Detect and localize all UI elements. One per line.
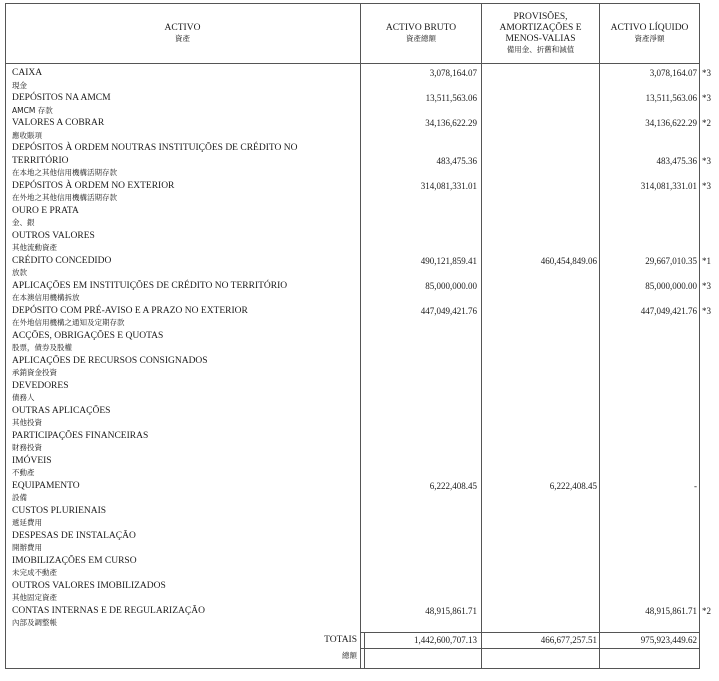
- row-label: [12, 255, 364, 280]
- header-activo: [5, 3, 360, 63]
- totals-label-zh: 總額: [342, 651, 357, 660]
- row-activo-liquido: 447,049,421.76: [640, 305, 697, 316]
- row-label: [12, 230, 364, 255]
- header-activo-pt: ACTIVO: [164, 22, 201, 33]
- row-activo-liquido: 34,136,622.29: [645, 118, 697, 128]
- row-label-pt: IMOBILIZAÇÕES EM CURSO: [12, 555, 137, 566]
- row-label-zh: 在外地之其他信用機構活期存款: [12, 193, 117, 202]
- row-footnote-ref: *2: [702, 118, 711, 128]
- row-activo-liquido: 3,078,164.07: [649, 68, 697, 78]
- row-label: [12, 505, 364, 530]
- row-label: [12, 180, 364, 205]
- row-label: [12, 530, 364, 555]
- col-divider-1b: [364, 632, 365, 668]
- header-prov-line2: AMORTIZAÇÕES E: [499, 22, 582, 33]
- row-footnote-ref: *3: [702, 280, 711, 291]
- row-label-zh: 在本澳信用機構拆放: [12, 293, 80, 302]
- row-label-pt: ACÇÕES, OBRIGAÇÕES E QUOTAS: [12, 330, 164, 341]
- totals-liquido: 975,923,449.62: [640, 635, 697, 645]
- balance-sheet-table: [5, 3, 711, 668]
- row-activo-bruto: 314,081,331.01: [420, 180, 477, 191]
- totals-bruto: 1,442,600,707.13: [414, 635, 477, 645]
- row-activo-liquido: 13,511,563.06: [645, 93, 697, 103]
- row-activo-liquido: 85,000,000.00: [645, 280, 697, 291]
- row-label-pt: DEPÓSITOS À ORDEM NO EXTERIOR: [12, 180, 175, 191]
- row-label: [12, 205, 364, 230]
- header-activo-bruto: [361, 3, 481, 63]
- row-footnote-ref: *1: [702, 255, 711, 266]
- row-label: [12, 580, 364, 605]
- row-label-zh: 內部及調整帳: [12, 618, 57, 627]
- row-label-pt: IMÓVEIS: [12, 455, 52, 466]
- row-label-zh: 股票，債券及股權: [12, 343, 72, 352]
- row-footnote-ref: *2: [702, 605, 711, 616]
- header-bruto-zh: 資產總額: [406, 33, 436, 43]
- row-label: [12, 330, 364, 355]
- row-label-pt: EQUIPAMENTO: [12, 480, 80, 491]
- row-label-pt: PARTICIPAÇÕES FINANCEIRAS: [12, 430, 149, 441]
- row-label-zh: AMCM 存款: [12, 105, 53, 115]
- header-prov-zh: 備用金、折舊和減值: [506, 44, 575, 54]
- row-label: [12, 142, 364, 180]
- row-footnote-ref: *3: [702, 305, 711, 316]
- row-label-zh: 在外地信用機構之通知及定期存款: [12, 318, 125, 327]
- header-bottom-border: [5, 63, 700, 64]
- totals-top-border: [360, 632, 700, 633]
- row-label-pt: APLICAÇÕES DE RECURSOS CONSIGNADOS: [12, 355, 208, 366]
- row-label-pt: OURO E PRATA: [12, 205, 79, 216]
- row-activo-bruto: 48,915,861.71: [425, 605, 477, 616]
- row-label-zh: 放款: [12, 268, 27, 277]
- row-label-pt: CONTAS INTERNAS E DE REGULARIZAÇÃO: [12, 605, 205, 616]
- row-label-pt: VALORES A COBRAR: [12, 118, 105, 128]
- row-activo-bruto: 447,049,421.76: [420, 305, 477, 316]
- row-label: [12, 355, 364, 380]
- row-label-zh: 財務投資: [12, 443, 42, 452]
- row-label: [12, 117, 364, 142]
- col-divider-2: [481, 3, 482, 668]
- row-label-pt: CRÉDITO CONCEDIDO: [12, 255, 112, 266]
- header-prov-line1: PROVISÕES,: [513, 11, 568, 22]
- row-label-zh: 遞延費用: [12, 518, 42, 527]
- row-footnote-ref: *3: [702, 155, 711, 166]
- row-label: [12, 605, 364, 630]
- row-activo-bruto: 34,136,622.29: [425, 118, 477, 128]
- row-label-pt: OUTROS VALORES IMOBILIZADOS: [12, 580, 166, 591]
- row-label: [12, 380, 364, 405]
- row-activo-bruto: 490,121,859.41: [420, 255, 477, 266]
- row-label: [12, 480, 364, 505]
- row-label-pt: APLICAÇÕES EM INSTITUIÇÕES DE CRÉDITO NO TERRITÓRIO: [12, 280, 288, 291]
- row-label: [12, 555, 364, 580]
- left-border: [5, 3, 6, 668]
- row-label: [12, 430, 364, 455]
- row-activo-liquido: 29,667,010.35: [645, 255, 697, 266]
- row-label-zh: 開辦費用: [12, 543, 42, 552]
- table-bottom-border: [5, 668, 700, 669]
- row-label-zh: 其他流動資產: [12, 243, 57, 252]
- row-label-pt: DEPÓSITOS NA AMCM: [12, 93, 111, 103]
- row-label-pt: DEPÓSITO COM PRÉ-AVISO E A PRAZO NO EXTERIOR: [12, 305, 248, 316]
- row-label-zh: 在本地之其他信用機構活期存款: [12, 168, 117, 177]
- row-label-zh: 設備: [12, 493, 27, 502]
- row-activo-liquido: 48,915,861.71: [645, 605, 697, 616]
- row-label-zh: 應收賬項: [12, 130, 42, 140]
- row-activo-liquido: 314,081,331.01: [640, 180, 697, 191]
- right-border: [699, 3, 700, 668]
- header-activo-zh: 資產: [175, 33, 190, 43]
- row-label-zh: 現金: [12, 80, 27, 90]
- totals-separator: [360, 648, 700, 649]
- row-label-pt: CAIXA: [12, 68, 43, 78]
- row-label-pt: DESPESAS DE INSTALAÇÃO: [12, 530, 136, 541]
- row-activo-bruto: 13,511,563.06: [425, 93, 477, 103]
- row-label-pt: DEPÓSITOS À ORDEM NOUTRAS INSTITUIÇÕES DE CRÉDITO NO: [12, 143, 298, 153]
- row-footnote-ref: *3: [702, 68, 711, 78]
- row-label-pt-cont: TERRITÓRIO: [12, 155, 69, 166]
- row-label-pt: DEVEDORES: [12, 380, 69, 391]
- row-label: [12, 405, 364, 430]
- row-footnote-ref: *3: [702, 93, 711, 103]
- totals-label: TOTAIS: [324, 635, 357, 645]
- row-label: [12, 92, 364, 117]
- header-bruto-pt: ACTIVO BRUTO: [385, 22, 457, 33]
- header-activo-liquido: [600, 3, 699, 63]
- header-provisoes: [482, 3, 599, 63]
- row-activo-bruto: 6,222,408.45: [429, 480, 477, 491]
- row-label-zh: 未完成不動產: [12, 568, 57, 577]
- row-activo-bruto: 483,475.36: [436, 155, 477, 166]
- row-activo-liquido: -: [694, 480, 697, 491]
- row-label-pt: CUSTOS PLURIENAIS: [12, 505, 107, 516]
- row-activo-bruto: 3,078,164.07: [429, 68, 477, 78]
- row-label: [12, 305, 364, 330]
- col-divider-3: [599, 3, 600, 668]
- row-label-zh: 債務人: [12, 393, 35, 402]
- row-label-zh: 金、銀: [12, 218, 35, 227]
- row-footnote-ref: *3: [702, 180, 711, 191]
- row-label-pt: OUTROS VALORES: [12, 230, 95, 241]
- row-label-zh: 其他投資: [12, 418, 42, 427]
- row-label-zh: 其他固定資產: [12, 593, 57, 602]
- header-liquido-zh: 資產淨額: [634, 33, 665, 43]
- row-label-pt: OUTRAS APLICAÇÕES: [12, 405, 111, 416]
- row-provisoes: 460,454,849.06: [540, 255, 597, 266]
- row-activo-bruto: 85,000,000.00: [425, 280, 477, 291]
- header-liquido-pt: ACTIVO LÍQUIDO: [610, 22, 689, 33]
- row-label: [12, 67, 364, 92]
- row-label-zh: 承銷資金投資: [12, 368, 57, 377]
- row-provisoes: 6,222,408.45: [549, 480, 597, 491]
- row-label: [12, 280, 364, 305]
- row-label-zh: 不動產: [12, 468, 35, 477]
- header-prov-line3: MENOS-VALIAS: [505, 33, 576, 44]
- row-activo-liquido: 483,475.36: [656, 155, 697, 166]
- row-label: [12, 455, 364, 480]
- totals-provisoes: 466,677,257.51: [540, 635, 597, 645]
